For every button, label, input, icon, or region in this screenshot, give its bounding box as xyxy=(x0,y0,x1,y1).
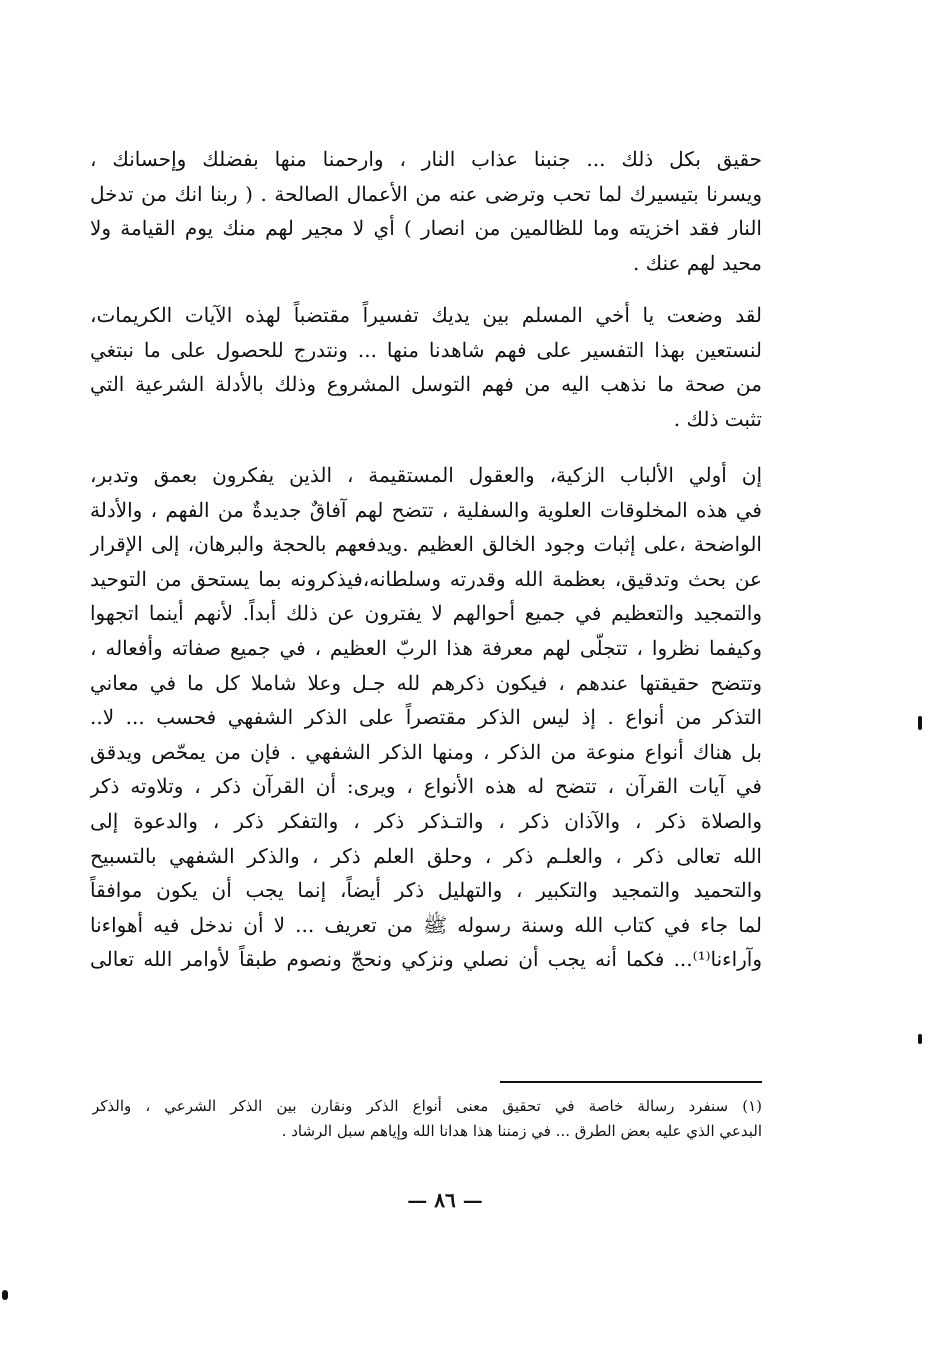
text-line: التذكر من أنواع . إذ ليس الذكر مقتصراً على الذكر الشفهي فحسب ... لا.. xyxy=(90,705,762,730)
text-line: تثبت ذلك . xyxy=(673,406,762,431)
text-line: إن أولي الألباب الزكية، والعقول المستقيمة ، الذين يفكرون بعمق وتدبر، xyxy=(90,463,762,487)
text-line: عن بحث وتدقيق، بعظمة الله وقدرته وسلطانه،فيذكرونه بما يستحق من التوحيد xyxy=(90,566,762,591)
scan-mark xyxy=(2,1290,8,1300)
text-line: النار فقد اخزيته وما للظالمين من انصار ) أي لا مجير لهم منك يوم القيامة ولا xyxy=(90,216,762,241)
text-line: الواضحة ،على إثبات وجود الخالق العظيم .ويدفعهم بالحجة والبرهان، إلى الإقرار xyxy=(90,532,762,557)
text-line: لنستعين بهذا التفسير على فهم شاهدنا منها ... ونتدرج للحصول على ما نبتغي xyxy=(90,337,762,362)
text-line: لما جاء في كتاب الله وسنة رسوله ﷺ من تعريف ... لا أن ندخل فيه أهواءنا xyxy=(90,912,762,937)
paragraph-2 xyxy=(90,298,762,436)
text-line: والتحميد والتمجيد والتكبير ، والتهليل ذكر أيضاً، إنما يجب أن يكون موافقاً xyxy=(90,878,762,903)
text-line: لقد وضعت يا أخي المسلم بين يديك تفسيراً مقتضباً لهذه الآيات الكريمات، xyxy=(90,303,762,327)
text-line: في آيات القرآن ، تتضح له هذه الأنواع ، ويرى: أن القرآن ذكر ، وتلاوته ذكر xyxy=(90,774,762,799)
text-line: من صحة ما نذهب اليه من فهم التوسل المشروع وذلك بالأدلة الشرعية التي xyxy=(90,372,762,397)
paragraph-1 xyxy=(90,142,762,280)
text-line: وكيفما نظروا ، تتجلّى لهم معرفة هذا الربّ العظيم ، في جميع صفاته وأفعاله ، xyxy=(90,635,762,660)
text-line: وآراءنا⁽¹⁾... فكما أنه يجب أن نصلي ونزكي ونحجّ ونصوم طبقاً لأوامر الله تعالى xyxy=(90,947,762,972)
text-line: حقيق بكل ذلك ... جنبنا عذاب النار ، وارحمنا منها بفضلك وإحسانك ، xyxy=(90,147,762,171)
text-line: ويسرنا بتيسيرك لما تحب وترضى عنه من الأعمال الصالحة . ( ربنا انك من تدخل xyxy=(90,181,762,206)
scan-mark xyxy=(918,1034,922,1044)
footnote-divider xyxy=(500,1081,762,1083)
text-line: بل هناك أنواع منوعة من الذكر ، ومنها الذكر الشفهي . فإن من يمحّص ويدقق xyxy=(90,739,762,764)
text-line: الله تعالى ذكر ، والعلـم ذكر ، وحلق العلم ذكر ، والذكر الشفهي بالتسبيح xyxy=(90,843,762,868)
footnote xyxy=(92,1094,762,1144)
text-line: وتتضح حقيقتها عندهم ، فيكون ذكرهم لله جـل وعلا شاملا كل ما في معاني xyxy=(90,670,762,695)
text-line: محيد لهم عنك . xyxy=(632,250,762,275)
page-number: — ٨٦ — xyxy=(407,1188,483,1212)
scan-mark xyxy=(918,716,922,730)
footnote-line: (١) سنفرد رسالة خاصة في تحقيق معنى أنواع الذكر ونقارن بين الذكر الشرعي ، والذكر xyxy=(92,1097,762,1115)
text-line: والصلاة ذكر ، والآذان ذكر ، والتـذكر ذكر ، والتفكر ذكر ، والدعوة إلى xyxy=(90,808,762,833)
text-line: في هذه المخلوقات العلوية والسفلية ، تتضح لهم آفاقٌ جديدةٌ من الفهم ، والأدلة xyxy=(90,497,762,522)
footnote-line: البدعي الذي عليه بعض الطرق ... في زمننا هذا هدانا الله وإياهم سبل الرشاد . xyxy=(281,1122,762,1140)
text-line: والتمجيد والتعظيم في جميع أحوالهم لا يفترون عن ذلك أبداً. لأنهم أينما اتجهوا xyxy=(90,601,762,626)
paragraph-3 xyxy=(90,458,762,977)
